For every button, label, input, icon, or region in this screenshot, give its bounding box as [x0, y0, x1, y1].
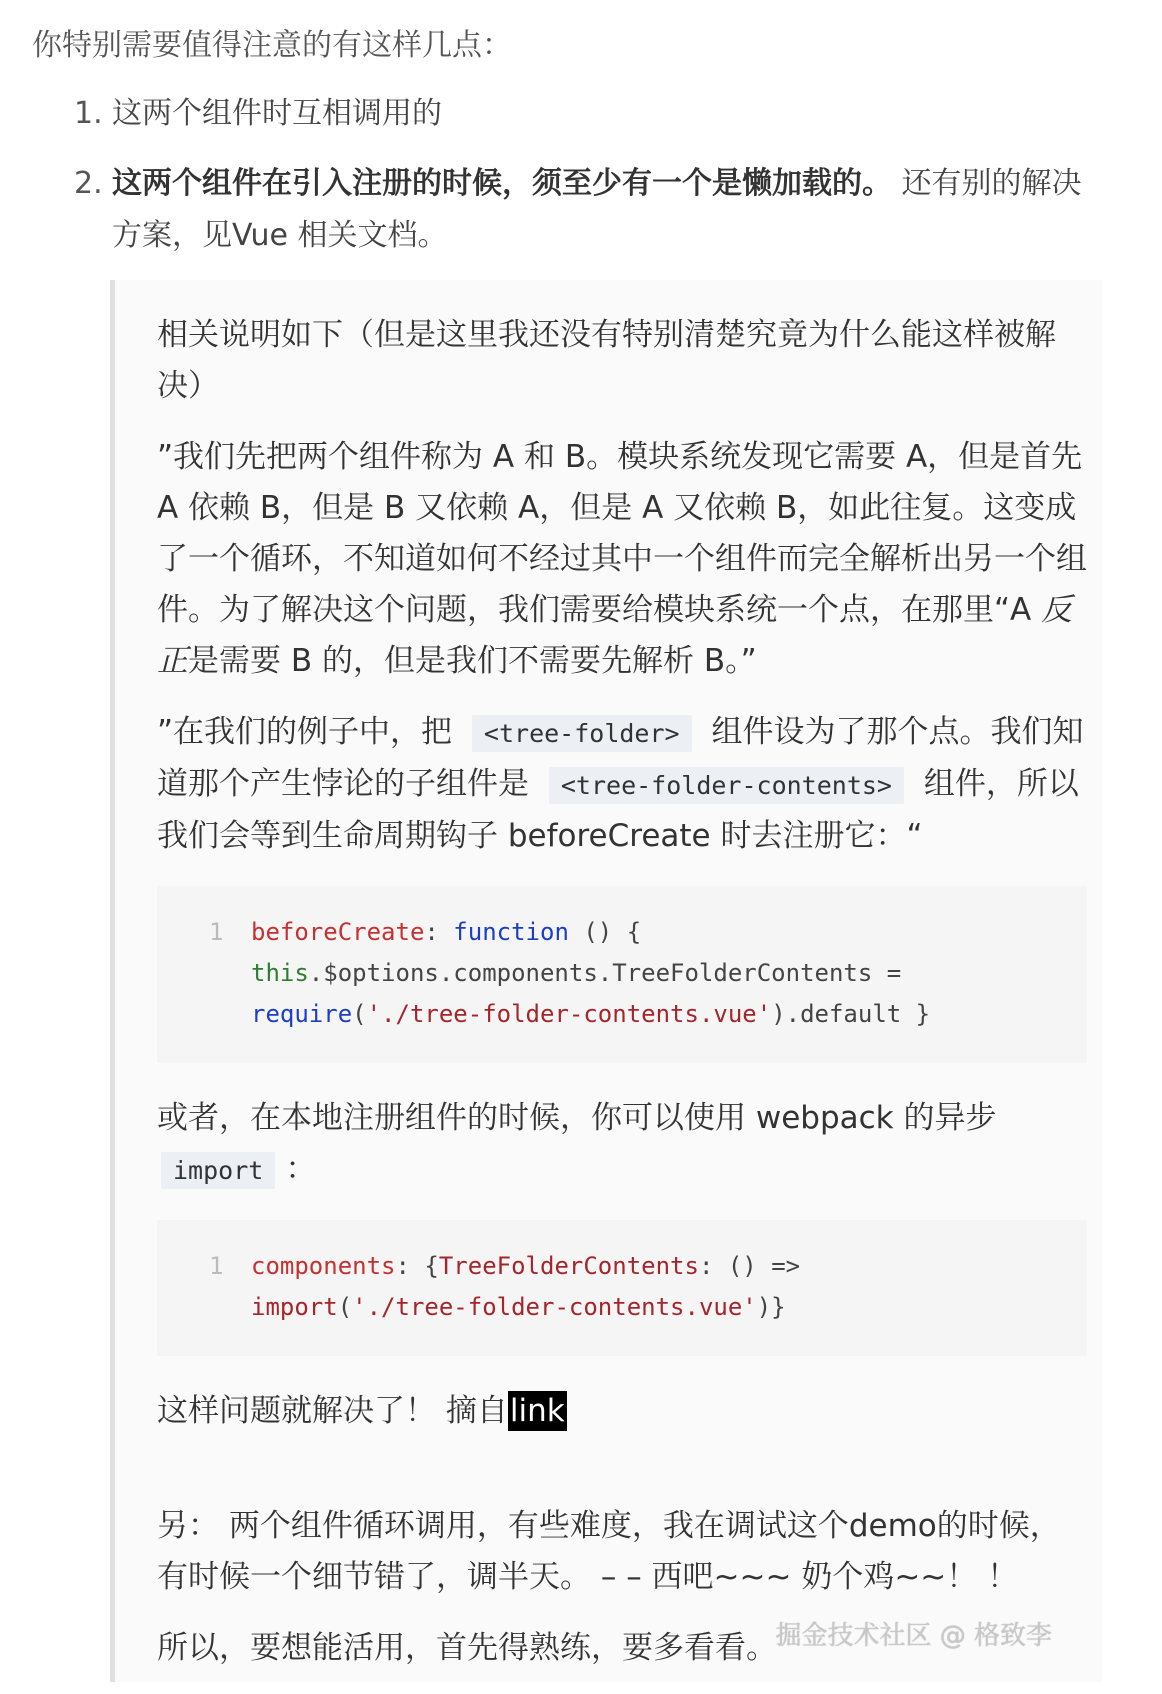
code-block — [157, 886, 1087, 1063]
inline-code: <tree-folder-contents> — [549, 767, 904, 804]
code-token: : { — [395, 1252, 439, 1280]
blockquote — [110, 280, 1102, 1682]
code-token: function — [453, 918, 569, 946]
quote-paragraph: 所以，要想能活用，首先得熟练，要多看看。 — [157, 1630, 777, 1666]
quote-paragraph: 另： 两个组件循环调用，有些难度，我在调试这个demo的时候，有时候一个细节错了，调半天。 – – 西吧~~~ 奶个鸡~~！ ！ — [157, 1508, 1061, 1595]
code-token: ( — [352, 1000, 367, 1028]
watermark: 掘金技术社区 @ 格致李 — [775, 1621, 1052, 1651]
text-span: 组件设为了那个点。我们知道那个产生悖论的子组件是 — [157, 714, 1084, 802]
inline-code: import — [161, 1152, 275, 1189]
code-content — [251, 1246, 1087, 1328]
text-span: ”我们先把两个组件称为 A 和 B。模块系统发现它需要 A，但是首先 A 依赖 B，但是 B 又依赖 A，但是 A 又依赖 B，如此往复。这变成了一个循环，不知道如何不经过其中一个组件而完全解析出另一个组件。为了解决这个问题，我们需要给模块系统一个点，在那里“A — [157, 439, 1087, 628]
code-token: )} — [756, 1293, 786, 1321]
list-item-text: 还有别的解决方案，见Vue 相关文档。 — [112, 166, 1082, 253]
code-token: import — [251, 1293, 338, 1321]
quote-paragraph — [157, 432, 1087, 687]
code-token: : () => — [698, 1252, 801, 1280]
code-token: () { — [568, 918, 642, 946]
inline-code: <tree-folder> — [472, 715, 692, 752]
code-token: './tree-folder-contents.vue' — [366, 1000, 772, 1028]
list-item-bold-text: 这两个组件在引入注册的时候，须至少有一个是懒加载的。 — [112, 166, 892, 201]
code-token: ).default } — [771, 1000, 931, 1028]
list-item-text: 这两个组件时互相调用的 — [112, 96, 442, 131]
list-item — [0, 158, 1110, 262]
text-span: 或者，在本地注册组件的时候，你可以使用 webpack 的异步 — [157, 1100, 997, 1136]
text-span: 这样问题就解决了！ 摘自 — [157, 1393, 508, 1429]
text-span: 组件，所以我们会等到生命周期钩子 beforeCreate 时去注册它：“ — [157, 766, 1079, 854]
text-span: 是需要 B 的，但是我们不需要先解析 B。” — [188, 643, 757, 679]
spacer — [157, 1457, 1087, 1501]
code-token: .$options.components.TreeFolderContents = — [308, 959, 902, 987]
list-number: 2. — [74, 166, 103, 201]
source-link[interactable]: link — [509, 1393, 565, 1429]
quote-paragraph: 相关说明如下（但是这里我还没有特别清楚究竟为什么能这样被解决） — [157, 317, 1056, 404]
line-number: 1 — [209, 918, 224, 946]
line-number: 1 — [209, 1252, 224, 1280]
code-token: this — [251, 959, 309, 987]
quote-paragraph — [157, 707, 1087, 862]
quote-paragraph — [157, 1093, 1087, 1196]
code-token: : — [424, 918, 454, 946]
code-token: TreeFolderContents — [438, 1252, 699, 1280]
code-token: ( — [337, 1293, 353, 1321]
code-content — [251, 912, 1087, 1035]
text-span: ： — [285, 1151, 317, 1187]
italic-text: 反正 — [157, 592, 1073, 679]
code-token: './tree-folder-contents.vue' — [352, 1293, 757, 1321]
list-number: 1. — [74, 96, 103, 131]
code-token: beforeCreate — [251, 918, 425, 946]
quote-paragraph — [157, 1386, 1087, 1437]
intro-text: 你特别需要值得注意的有这样几点： — [32, 28, 512, 63]
code-block — [157, 1220, 1087, 1356]
code-token: components — [251, 1252, 396, 1280]
text-span: ”在我们的例子中，把 — [157, 714, 462, 750]
points-list — [0, 88, 1110, 280]
list-item — [0, 88, 1110, 140]
code-token: require — [251, 1000, 353, 1028]
